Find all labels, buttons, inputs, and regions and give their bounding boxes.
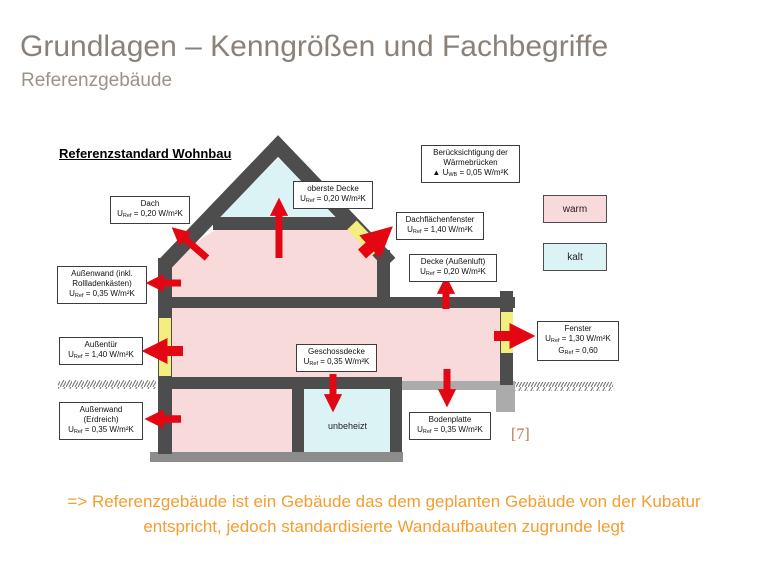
diagram-heading: Referenzstandard Wohnbau (59, 146, 232, 161)
label-waermebruecken-line1: Berücksichtigung der (433, 148, 508, 157)
basement-divider-wall (292, 384, 304, 452)
label-oberste-decke-name: oberste Decke (307, 184, 359, 193)
legend-kalt (543, 243, 607, 271)
label-waermebruecken (421, 145, 520, 183)
ground-hatch-left (58, 380, 156, 389)
label-aussenwand-rollladen-line1: Außenwand (inkl. (71, 269, 133, 278)
label-dach (110, 196, 190, 224)
label-dach-uvalue: $U_{Ref} = 0,20$ W/m²K (117, 209, 183, 219)
intermediate-ceiling-bar (158, 297, 515, 308)
label-waermebruecken-uvalue: ▲ $U_{WB} = 0,05$ W/m²K (432, 168, 509, 178)
label-decke-aussenluft-uvalue: $U_{Ref} = 0,20$ W/m²K (420, 267, 486, 277)
label-aussenwand-erdreich-line2: (Erdreich) (83, 415, 119, 424)
page-title: Grundlagen – Kenngrößen und Fachbegriffe (20, 30, 609, 63)
right-wall-footing (496, 388, 515, 412)
label-bodenplatte-uvalue: $U_{Ref} = 0,35$ W/m²K (417, 425, 483, 435)
label-fenster-name: Fenster (564, 324, 592, 333)
label-aussenwand-rollladen-uvalue: $U_{Ref} = 0,35$ W/m²K (69, 289, 135, 299)
basement-right-wall (390, 384, 402, 452)
unheated-room (304, 384, 392, 454)
label-dach-name: Dach (140, 199, 160, 208)
label-fenster-uvalue: $U_{Ref} = 1,30$ W/m²K (545, 334, 611, 344)
label-bodenplatte (409, 412, 491, 440)
label-fenster-gvalue: $G_{Ref} = 0,60$ (558, 346, 598, 356)
label-aussentuer-name: Außentür (84, 340, 118, 349)
label-decke-aussenluft (409, 254, 497, 282)
legend-warm (543, 195, 607, 223)
label-bodenplatte-name: Bodenplatte (428, 415, 472, 424)
legend-kalt-label: kalt (567, 251, 583, 263)
label-decke-aussenluft-name: Decke (Außenluft) (420, 257, 486, 266)
basement-floor-slab (150, 452, 403, 462)
label-aussenwand-erdreich (59, 402, 143, 440)
page-subtitle: Referenzgebäude (21, 70, 173, 91)
label-oberste-decke-uvalue: $U_{Ref} = 0,20$ W/m²K (300, 194, 366, 204)
label-geschossdecke (296, 344, 377, 372)
label-aussenwand-erdreich-line1: Außenwand (79, 405, 123, 414)
legend-warm-label: warm (562, 203, 588, 215)
label-dachflaechenfenster (396, 212, 484, 240)
ground-hatch-right (515, 382, 613, 391)
footer-line-2: entspricht, jedoch standardisierte Wandaufbauten zugrunde legt (143, 517, 625, 536)
citation: [7] (511, 426, 530, 443)
label-geschossdecke-uvalue: $U_{Ref} = 0,35$ W/m²K (303, 357, 370, 367)
label-aussenwand-erdreich-uvalue: $U_{Ref} = 0,35$ W/m²K (68, 425, 134, 435)
label-fenster (537, 321, 619, 361)
label-aussenwand-rollladen-line2: Rollladenkästen) (72, 279, 132, 288)
label-dachflaechenfenster-uvalue: $U_{Ref} = 1,40$ W/m²K (407, 225, 473, 235)
basement-room (172, 384, 294, 454)
unheated-room-label: unbeheizt (327, 421, 368, 431)
main-right-wall (377, 250, 390, 308)
footer-line-1: => Referenzgebäude ist ein Gebäude das dem geplanten Gebäude von der Kubatur (67, 492, 701, 511)
label-aussenwand-rollladen (57, 266, 147, 304)
label-aussentuer (59, 337, 143, 365)
label-oberste-decke (293, 181, 373, 209)
arrow-dachflaechenfenster (362, 245, 372, 254)
label-geschossdecke-name: Geschossdecke (308, 347, 365, 356)
label-dachflaechenfenster-name: Dachflächenfenster (405, 215, 475, 224)
label-aussentuer-uvalue: $U_{Ref} = 1,40$ W/m²K (68, 350, 134, 360)
label-waermebruecken-line2: Wärmebrücken (443, 158, 498, 167)
ground-floor-slab-bar (158, 377, 402, 389)
attic-floor-bar (213, 217, 353, 230)
footer-statement (0, 489, 768, 539)
